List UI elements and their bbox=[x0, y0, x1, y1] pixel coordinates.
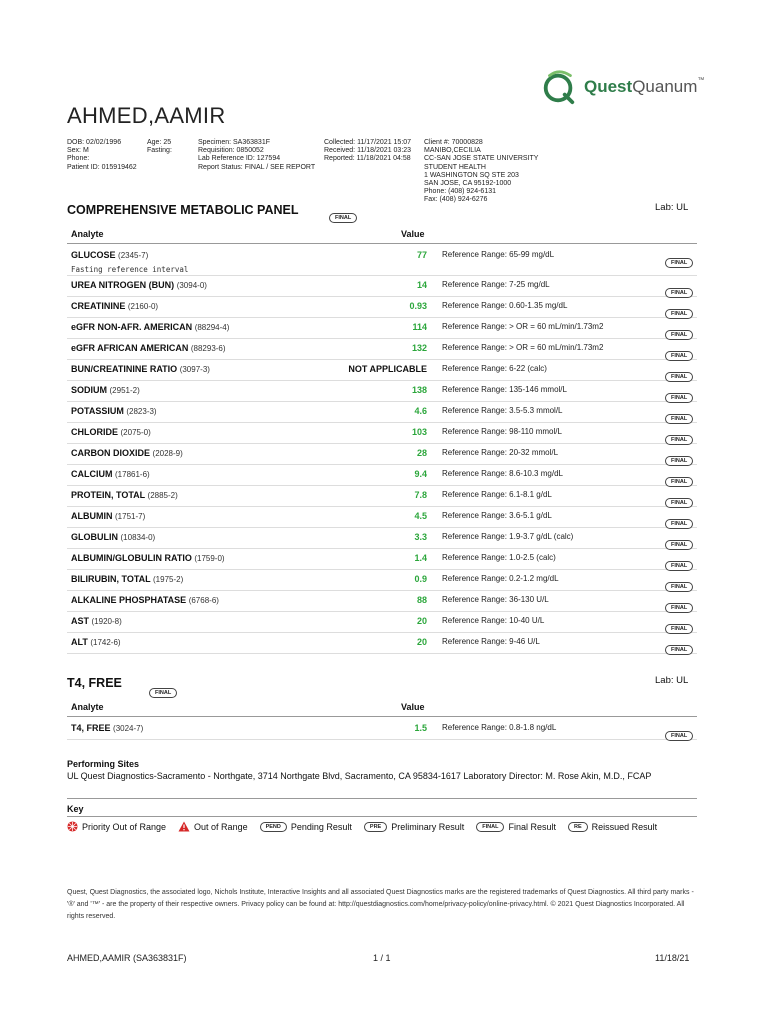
priority-out-of-range-icon bbox=[67, 821, 78, 832]
analyte-code: (2345-7) bbox=[118, 251, 149, 260]
result-value: 0.9 bbox=[414, 574, 427, 584]
result-value: 14 bbox=[416, 280, 427, 290]
key-out-of-range: Out of Range bbox=[178, 821, 248, 832]
footer-date: 11/18/21 bbox=[655, 953, 690, 963]
result-status-badge: FINAL bbox=[665, 435, 693, 445]
reference-range: Reference Range: 3.5-5.3 mmol/L bbox=[442, 406, 563, 415]
table-row bbox=[67, 718, 697, 740]
patient-demographics: DOB: 02/02/1996 Sex: M Phone: Patient ID: 015919462 bbox=[67, 139, 137, 171]
panel-title-t4: T4, FREE bbox=[67, 676, 122, 690]
table-header bbox=[67, 699, 697, 717]
analyte-name: eGFR NON-AFR. AMERICAN (88294-4) bbox=[71, 322, 230, 332]
table-row bbox=[67, 569, 697, 591]
analyte-code: (3097-3) bbox=[179, 365, 210, 374]
analyte-code: (2160-0) bbox=[127, 302, 159, 311]
analyte-name: GLUCOSE (2345-7) bbox=[71, 250, 149, 260]
reference-range: Reference Range: 8.6-10.3 mg/dL bbox=[442, 469, 563, 478]
table-row bbox=[67, 632, 697, 654]
collection-dates: Collected: 11/17/2021 15:07 Received: 11/18/2021 03:23 Reported: 11/18/2021 04:58 bbox=[324, 139, 412, 163]
pre-badge: PRE bbox=[364, 822, 387, 832]
col-value-header: Value bbox=[401, 702, 425, 712]
analyte-code: (2028-9) bbox=[152, 449, 183, 458]
reference-range: Reference Range: 7-25 mg/dL bbox=[442, 280, 550, 289]
analyte-code: (1920-8) bbox=[91, 617, 122, 626]
result-value: 20 bbox=[416, 637, 427, 647]
table-row bbox=[67, 590, 697, 612]
analyte-code: (1759-0) bbox=[194, 554, 225, 563]
table-row bbox=[67, 275, 697, 297]
performing-sites-text: UL Quest Diagnostics-Sacramento - Northgate, 3714 Northgate Blvd, Sacramento, CA 95834-1617 Laboratory Director: M. Rose Akin, M.D., FCAP bbox=[67, 771, 652, 781]
key-priority: Priority Out of Range bbox=[67, 821, 166, 832]
result-status-badge: FINAL bbox=[665, 351, 693, 361]
analyte-code: (1751-7) bbox=[115, 512, 146, 521]
reference-range: Reference Range: 1.0-2.5 (calc) bbox=[442, 553, 556, 562]
key-pending: PEND Pending Result bbox=[260, 822, 352, 832]
key-legend bbox=[67, 821, 669, 832]
panel-lab-label: Lab: UL bbox=[655, 202, 689, 213]
reference-range: Reference Range: 20-32 mmol/L bbox=[442, 448, 559, 457]
result-value: 0.93 bbox=[409, 301, 427, 311]
table-row bbox=[67, 401, 697, 423]
reference-range: Reference Range: > OR = 60 mL/min/1.73m2 bbox=[442, 343, 604, 352]
result-value: 114 bbox=[412, 322, 427, 332]
analyte-name: T4, FREE (3024-7) bbox=[71, 723, 144, 733]
specimen-info: Specimen: SA363831F Requisition: 0850052 Lab Reference ID: 127594 Report Status: FINAL / SEE REPORT bbox=[198, 139, 316, 171]
analyte-name: GLOBULIN (10834-0) bbox=[71, 532, 156, 542]
table-row bbox=[67, 296, 697, 318]
table-row bbox=[67, 485, 697, 507]
reference-range: Reference Range: 0.60-1.35 mg/dL bbox=[442, 301, 568, 310]
table-row bbox=[67, 245, 697, 276]
analyte-code: (88293-6) bbox=[190, 344, 226, 353]
table-row bbox=[67, 422, 697, 444]
result-value: 88 bbox=[416, 595, 427, 605]
result-value: 1.5 bbox=[414, 723, 427, 733]
final-badge: FINAL bbox=[476, 822, 504, 832]
result-status-badge: FINAL bbox=[665, 288, 693, 298]
analyte-name: SODIUM (2951-2) bbox=[71, 385, 140, 395]
result-value: NOT APPLICABLE bbox=[348, 364, 427, 374]
panel-status-badge: FINAL bbox=[149, 688, 177, 698]
result-status-badge: FINAL bbox=[665, 414, 693, 424]
patient-name: AHMED,AAMIR bbox=[67, 103, 226, 128]
table-header bbox=[67, 226, 697, 244]
analyte-name: PROTEIN, TOTAL (2885-2) bbox=[71, 490, 178, 500]
client-info: Client #: 70000828 MANIBO,CECILIA CC-SAN JOSE STATE UNIVERSITY STUDENT HEALTH 1 WASHINGTON SQ STE 203 SAN JOSE, CA 95192-1000 Phone: (408) 924-6131 Fax: (408) 924-6276 bbox=[424, 139, 539, 204]
result-status-badge: FINAL bbox=[665, 330, 693, 340]
result-status-badge: FINAL bbox=[665, 498, 693, 508]
result-status-badge: FINAL bbox=[665, 372, 693, 382]
analyte-name: eGFR AFRICAN AMERICAN (88293-6) bbox=[71, 343, 226, 353]
reference-range: Reference Range: 135-146 mmol/L bbox=[442, 385, 567, 394]
result-value: 1.4 bbox=[414, 553, 427, 563]
reference-range: Reference Range: 3.6-5.1 g/dL bbox=[442, 511, 552, 520]
table-row bbox=[67, 359, 697, 381]
result-status-badge: FINAL bbox=[665, 624, 693, 634]
analyte-name: ALKALINE PHOSPHATASE (6768-6) bbox=[71, 595, 219, 605]
legal-notice: Quest, Quest Diagnostics, the associated logo, Nichols Institute, Interactive Insights and all associated Quest Diagnostics marks are the registered trademarks of Quest Diagnostics. All third party marks - '®' and '™' - are the property of their respective owners. Privacy policy can be found at: http://questdiagnostics.com/home/privacy-policy/online-privacy.html. © 2021 Quest Diagnostics Incorporated. All rights reserved. bbox=[67, 889, 694, 920]
analyte-name: CALCIUM (17861-6) bbox=[71, 469, 150, 479]
analyte-name: BILIRUBIN, TOTAL (1975-2) bbox=[71, 574, 184, 584]
performing-sites-title: Performing Sites bbox=[67, 759, 140, 769]
analyte-code: (2075-0) bbox=[120, 428, 151, 437]
re-badge: RE bbox=[568, 822, 588, 832]
result-status-badge: FINAL bbox=[665, 477, 693, 487]
reference-range: Reference Range: 10-40 U/L bbox=[442, 616, 545, 625]
key-title: Key bbox=[67, 804, 84, 814]
table-row bbox=[67, 611, 697, 633]
result-status-badge: FINAL bbox=[665, 456, 693, 466]
result-status-badge: FINAL bbox=[665, 731, 693, 741]
table-row bbox=[67, 464, 697, 486]
result-status-badge: FINAL bbox=[665, 258, 693, 268]
col-value-header: Value bbox=[401, 229, 425, 239]
reference-range: Reference Range: 98-110 mmol/L bbox=[442, 427, 562, 436]
result-status-badge: FINAL bbox=[665, 519, 693, 529]
table-row bbox=[67, 527, 697, 549]
analyte-code: (17861-6) bbox=[115, 470, 150, 479]
analyte-name: AST (1920-8) bbox=[71, 616, 122, 626]
result-status-badge: FINAL bbox=[665, 582, 693, 592]
result-value: 4.5 bbox=[414, 511, 427, 521]
result-value: 77 bbox=[416, 250, 427, 260]
result-value: 7.8 bbox=[414, 490, 427, 500]
result-status-badge: FINAL bbox=[665, 309, 693, 319]
panel-title-cmp: COMPREHENSIVE METABOLIC PANEL bbox=[67, 203, 299, 217]
reference-range: Reference Range: > OR = 60 mL/min/1.73m2 bbox=[442, 322, 604, 331]
reference-range: Reference Range: 0.8-1.8 ng/dL bbox=[442, 723, 557, 732]
analyte-name: UREA NITROGEN (BUN) (3094-0) bbox=[71, 280, 207, 290]
result-value: 132 bbox=[411, 343, 427, 353]
result-note: Fasting reference interval bbox=[71, 265, 189, 274]
logo-wordmark: QuestQuanum™ bbox=[584, 77, 705, 96]
table-row bbox=[67, 548, 697, 570]
table-row bbox=[67, 443, 697, 465]
analyte-name: ALBUMIN (1751-7) bbox=[71, 511, 146, 521]
analyte-name: CHLORIDE (2075-0) bbox=[71, 427, 151, 437]
result-status-badge: FINAL bbox=[665, 393, 693, 403]
panel-status-badge: FINAL bbox=[329, 213, 357, 223]
result-value: 3.3 bbox=[414, 532, 427, 542]
analyte-code: (2885-2) bbox=[147, 491, 178, 500]
reference-range: Reference Range: 36-130 U/L bbox=[442, 595, 549, 604]
reference-range: Reference Range: 0.2-1.2 mg/dL bbox=[442, 574, 559, 583]
analyte-name: BUN/CREATININE RATIO (3097-3) bbox=[71, 364, 210, 374]
col-analyte-header: Analyte bbox=[71, 702, 104, 712]
col-analyte-header: Analyte bbox=[71, 229, 104, 239]
panel-lab-label: Lab: UL bbox=[655, 675, 689, 686]
pend-badge: PEND bbox=[260, 822, 287, 832]
analyte-code: (2823-3) bbox=[126, 407, 157, 416]
quest-quanum-logo bbox=[540, 68, 704, 106]
table-row bbox=[67, 338, 697, 360]
result-value: 9.4 bbox=[414, 469, 427, 479]
reference-range: Reference Range: 6.1-8.1 g/dL bbox=[442, 490, 552, 499]
reference-range: Reference Range: 9-46 U/L bbox=[442, 637, 540, 646]
analyte-name: CREATININE (2160-0) bbox=[71, 301, 159, 311]
analyte-name: POTASSIUM (2823-3) bbox=[71, 406, 157, 416]
analyte-code: (1742-6) bbox=[90, 638, 121, 647]
analyte-code: (6768-6) bbox=[188, 596, 219, 605]
result-status-badge: FINAL bbox=[665, 561, 693, 571]
analyte-code: (1975-2) bbox=[153, 575, 184, 584]
key-final: FINAL Final Result bbox=[476, 822, 556, 832]
footer-patient-specimen: AHMED,AAMIR (SA363831F) bbox=[67, 953, 187, 963]
reference-range: Reference Range: 6-22 (calc) bbox=[442, 364, 547, 373]
table-row bbox=[67, 317, 697, 339]
result-value: 4.6 bbox=[414, 406, 427, 416]
result-value: 103 bbox=[411, 427, 427, 437]
footer-page-number: 1 / 1 bbox=[373, 953, 391, 963]
result-value: 28 bbox=[416, 448, 427, 458]
table-row bbox=[67, 506, 697, 528]
analyte-name: ALT (1742-6) bbox=[71, 637, 121, 647]
patient-age-fasting: Age: 25 Fasting: bbox=[147, 139, 172, 155]
result-status-badge: FINAL bbox=[665, 603, 693, 613]
result-value: 20 bbox=[416, 616, 427, 626]
analyte-code: (3024-7) bbox=[113, 724, 144, 733]
result-status-badge: FINAL bbox=[665, 645, 693, 655]
reference-range: Reference Range: 1.9-3.7 g/dL (calc) bbox=[442, 532, 574, 541]
result-value: 138 bbox=[411, 385, 427, 395]
analyte-code: (88294-4) bbox=[194, 323, 230, 332]
analyte-code: (3094-0) bbox=[176, 281, 207, 290]
analyte-name: ALBUMIN/GLOBULIN RATIO (1759-0) bbox=[71, 553, 225, 563]
result-status-badge: FINAL bbox=[665, 540, 693, 550]
key-reissued: RE Reissued Result bbox=[568, 822, 657, 832]
warning-triangle-icon bbox=[178, 821, 190, 832]
analyte-code: (10834-0) bbox=[120, 533, 156, 542]
analyte-code: (2951-2) bbox=[109, 386, 140, 395]
table-row bbox=[67, 380, 697, 402]
key-preliminary: PRE Preliminary Result bbox=[364, 822, 464, 832]
reference-range: Reference Range: 65-99 mg/dL bbox=[442, 250, 555, 259]
quest-logo-icon bbox=[540, 68, 578, 106]
analyte-name: CARBON DIOXIDE (2028-9) bbox=[71, 448, 183, 458]
